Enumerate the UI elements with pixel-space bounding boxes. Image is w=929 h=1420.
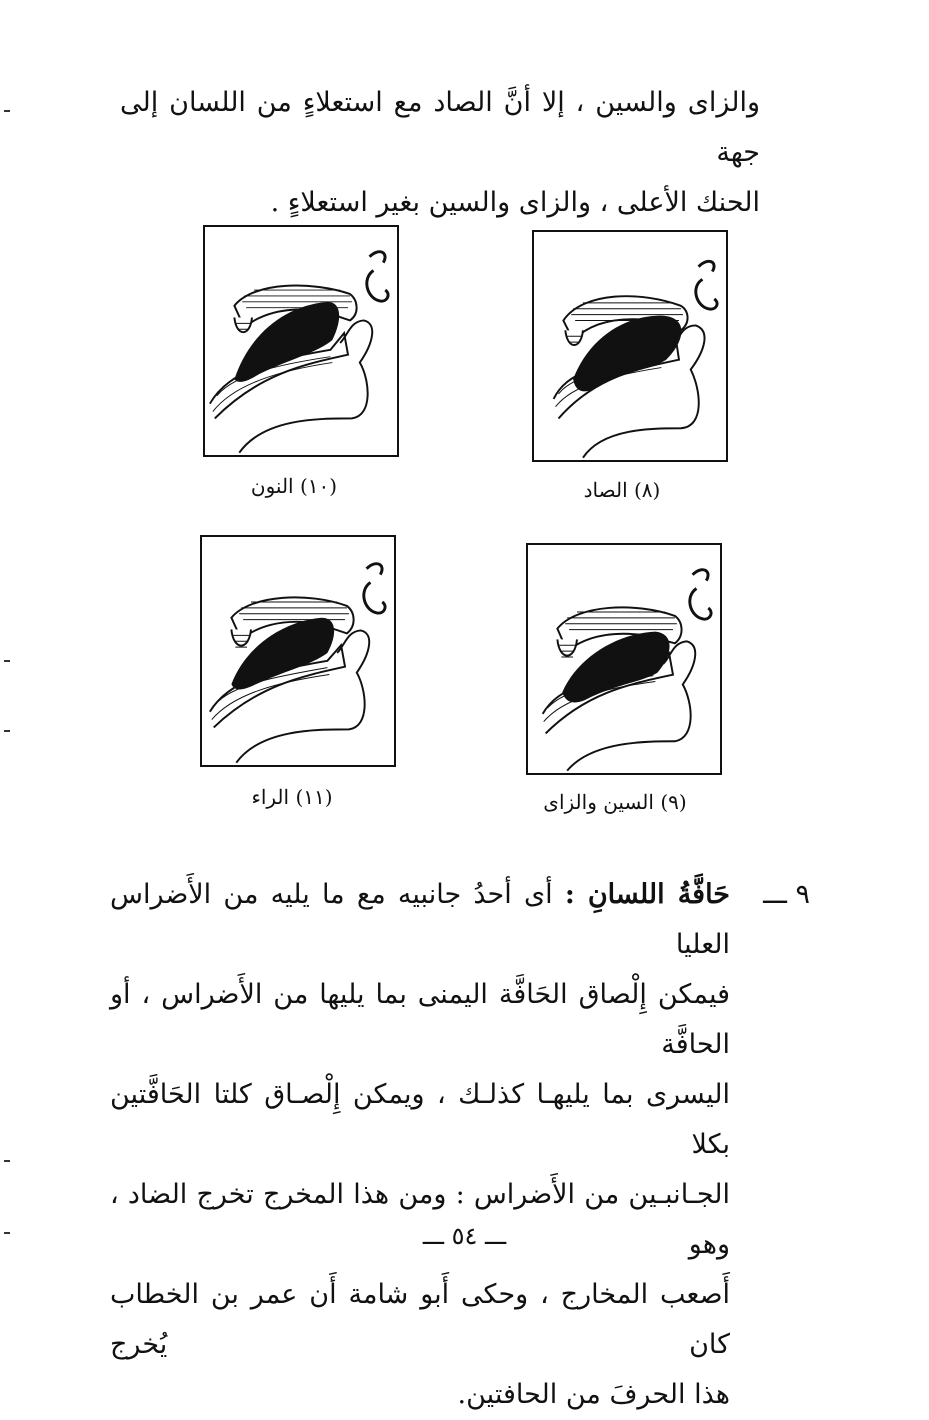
saad-caption: (٨) الصاد	[583, 478, 661, 502]
page-number: ـــ ٥٤ ـــ	[422, 1222, 507, 1250]
section-number: ٩ ـــ	[763, 879, 810, 910]
section-line: اليسرى بما يليهـا كذلـك ، ويمكن إِلْصـاق كلتا الحَافَّتين بكلا	[110, 1079, 730, 1160]
saad-articulation-diagram-icon	[532, 230, 728, 462]
raa-articulation-diagram-icon	[200, 535, 396, 767]
noon-articulation-diagram-icon	[203, 225, 399, 457]
seen-zay-articulation-diagram-icon	[526, 543, 722, 775]
section-line: أَصعب المخارج ، وحكى أَبو شامة أَن عمر بن الخطاب كان يُخرج	[110, 1279, 730, 1360]
noon-diagram-drawing	[205, 227, 397, 455]
margin-mark	[4, 660, 10, 662]
section-line: الجـانبـين من الأَضراس : ومن هذا المخرج تخرج الضاد ، وهو	[110, 1179, 730, 1260]
seen-zay-diagram-drawing	[528, 545, 720, 773]
seen-zay-caption: (٩) السين والزاى	[543, 790, 687, 814]
margin-mark	[4, 110, 10, 112]
raa-caption: (١١) الراء	[251, 785, 333, 809]
section-heading: حَافَّةُ اللسانِ :	[564, 879, 730, 910]
raa-diagram-drawing	[202, 537, 394, 765]
section-line-text: أى أحدُ جانبيه مع ما يليه من الأَضراس العليا	[110, 879, 730, 960]
intro-paragraph	[120, 78, 760, 228]
intro-line: والزاى والسين ، إلا أنَّ الصاد مع استعلاءٍ من اللسان إلى جهة	[120, 87, 760, 168]
saad-diagram-drawing	[534, 232, 726, 460]
intro-line: الحنك الأعلى ، والزاى والسين بغير استعلاءٍ .	[270, 187, 760, 218]
section-body	[110, 870, 730, 1420]
margin-mark	[4, 1160, 10, 1162]
margin-mark	[4, 1232, 10, 1234]
section-line: هذا الحرفَ من الحافتين.	[457, 1379, 730, 1410]
section-9-paragraph	[110, 870, 810, 1420]
section-line: فيمكن إِلْصاق الحَافَّة اليمنى بما يليها من الأَضراس ، أو الحافَّة	[110, 979, 730, 1060]
section-line	[110, 870, 730, 970]
noon-caption: (١٠) النون	[250, 474, 338, 498]
margin-mark	[4, 730, 10, 732]
